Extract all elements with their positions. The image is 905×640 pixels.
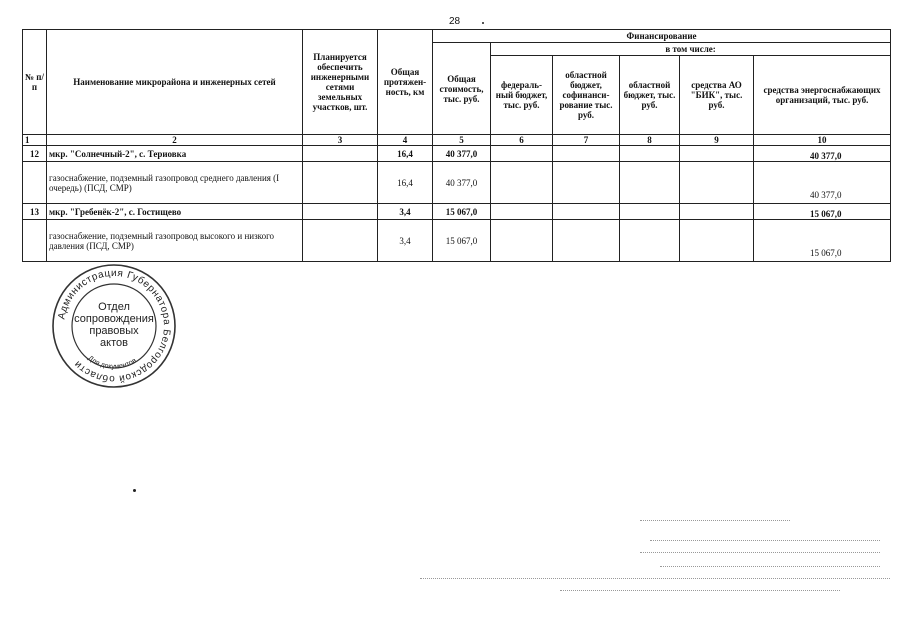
row-regional (620, 162, 680, 204)
row-regional (620, 204, 680, 220)
table-row (23, 146, 891, 162)
scan-noise (640, 520, 790, 522)
table-row (23, 220, 891, 262)
header-federal: федераль-ный бюджет, тыс. руб. (491, 56, 553, 135)
row-bik (680, 146, 754, 162)
seal-center-line3: правовых (89, 325, 139, 337)
table-row (23, 162, 891, 204)
row-num: 13 (23, 204, 47, 220)
seal-bottom-text: Для документов (86, 354, 138, 371)
header-bik: средства АО "БИК", тыс. руб. (680, 56, 754, 135)
row-regional (620, 146, 680, 162)
scan-noise (640, 552, 880, 554)
row-name: газоснабжение, подземный газопровод среднего давления (I очередь) (ПСД, СМР) (47, 162, 303, 204)
row-cofin (553, 204, 620, 220)
header-energy: средства энергоснабжающих организаций, тыс. руб. (754, 56, 891, 135)
row-num: 12 (23, 146, 47, 162)
row-name: мкр. "Солнечный-2", с. Териовка (47, 146, 303, 162)
col-number-9: 9 (680, 135, 754, 146)
row-federal (491, 146, 553, 162)
header-plots: Планируется обеспечить инженерными сетями земельных участков, шт. (303, 30, 378, 135)
header-total-cost: Общая стоимость, тыс. руб. (433, 43, 491, 135)
page-number: 28 (449, 16, 461, 27)
financing-table (22, 29, 891, 262)
col-number-5: 5 (433, 135, 491, 146)
row-cofin (553, 162, 620, 204)
row-cofin (553, 146, 620, 162)
scan-speck (133, 489, 136, 492)
seal-center-line1: Отдел (98, 301, 130, 313)
row-plots (303, 220, 378, 262)
col-number-6: 6 (491, 135, 553, 146)
header-regional-cofin: областной бюджет, софинанси-рование тыс. руб. (553, 56, 620, 135)
row-num (23, 162, 47, 204)
col-number-3: 3 (303, 135, 378, 146)
col-number-1: 1 (23, 135, 47, 146)
col-number-4: 4 (378, 135, 433, 146)
col-number-10: 10 (754, 135, 891, 146)
scan-noise (560, 590, 840, 592)
header-name: Наименование микрорайона и инженерных сетей (47, 30, 303, 135)
row-bik (680, 162, 754, 204)
row-cofin (553, 220, 620, 262)
row-total: 40 377,0 (433, 162, 491, 204)
scan-noise (420, 578, 890, 580)
scan-noise (660, 566, 880, 568)
header-financing: Финансирование (433, 30, 891, 43)
row-length: 3,4 (378, 204, 433, 220)
row-total: 15 067,0 (433, 220, 491, 262)
header-regional: областной бюджет, тыс. руб. (620, 56, 680, 135)
seal-center-line4: актов (100, 337, 128, 349)
row-total: 15 067,0 (433, 204, 491, 220)
row-energy: 40 377,0 (754, 162, 891, 204)
row-length: 3,4 (378, 220, 433, 262)
row-federal (491, 204, 553, 220)
seal-center-line2: сопровождения (74, 313, 154, 325)
col-number-2: 2 (47, 135, 303, 146)
row-num (23, 220, 47, 262)
col-number-7: 7 (553, 135, 620, 146)
row-plots (303, 204, 378, 220)
row-name: мкр. "Гребенёк-2", с. Гостищево (47, 204, 303, 220)
row-energy: 15 067,0 (754, 220, 891, 262)
scan-speck (482, 22, 484, 24)
row-name: газоснабжение, подземный газопровод высокого и низкого давления (ПСД, СМР) (47, 220, 303, 262)
row-federal (491, 162, 553, 204)
row-length: 16,4 (378, 146, 433, 162)
row-federal (491, 220, 553, 262)
row-regional (620, 220, 680, 262)
table-row (23, 204, 891, 220)
row-plots (303, 146, 378, 162)
row-total: 40 377,0 (433, 146, 491, 162)
col-number-8: 8 (620, 135, 680, 146)
scan-noise (650, 540, 880, 542)
row-length: 16,4 (378, 162, 433, 204)
header-length: Общая протяжен-ность, км (378, 30, 433, 135)
row-bik (680, 204, 754, 220)
official-seal (50, 262, 178, 390)
header-num: № п/п (23, 30, 47, 135)
row-energy: 40 377,0 (754, 146, 891, 162)
row-bik (680, 220, 754, 262)
seal-ring-text: Администрация Губернатора Белгородской области (56, 267, 173, 385)
header-including: в том числе: (491, 43, 891, 56)
row-energy: 15 067,0 (754, 204, 891, 220)
row-plots (303, 162, 378, 204)
